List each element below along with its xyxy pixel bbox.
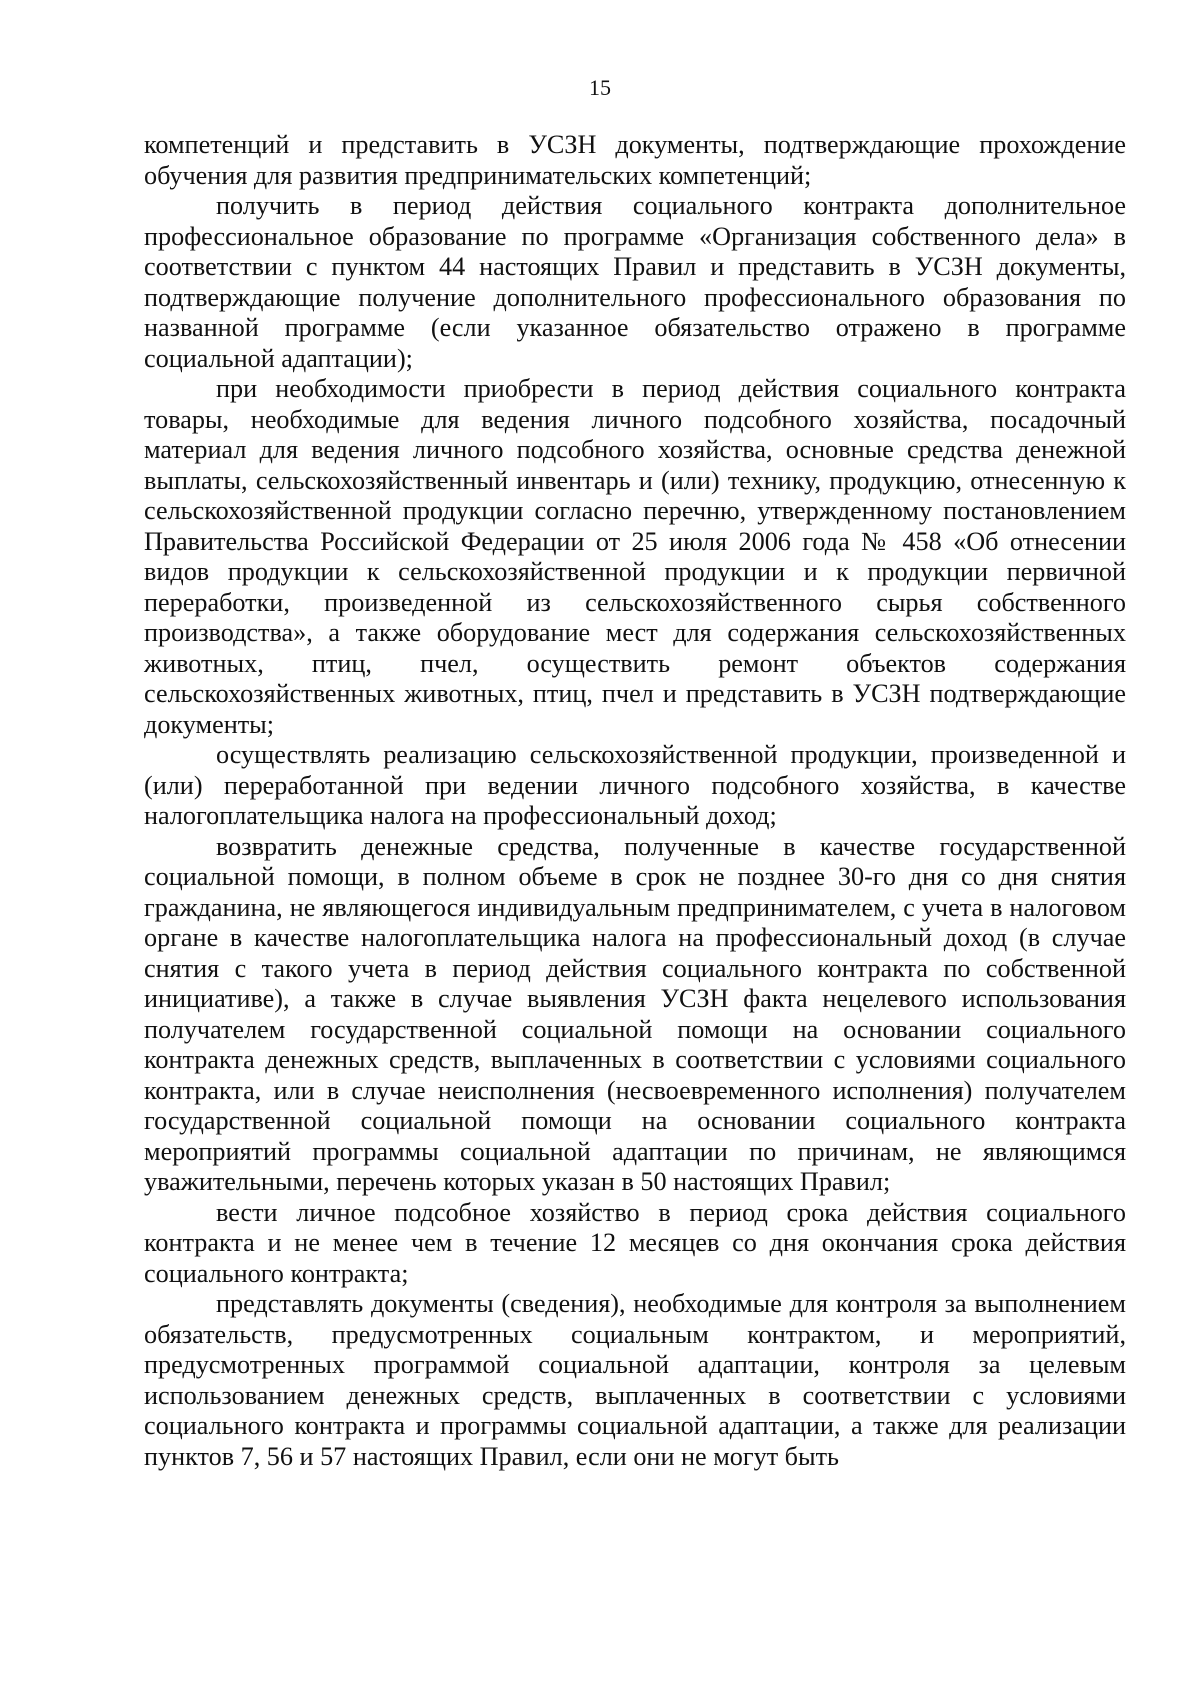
- paragraph-education-obligation: получить в период действия социального контракта дополнительное профессиональное образование по программе «Организация собственного дела» в соответствии с пунктом 44 настоящих Правил и представить в УСЗН документы, подтверждающие получение дополнительного профессионального образования по названной программе (если указанное обязательство отражено в программе социальной адаптации);: [144, 191, 1126, 373]
- paragraph-sales-obligation: осуществлять реализацию сельскохозяйственной продукции, произведенной и (или) переработанной при ведении личного подсобного хозяйства, в качестве налогоплательщика налога на профессиональный доход;: [144, 740, 1126, 830]
- paragraph-refund-obligation: возвратить денежные средства, полученные в качестве государственной социальной помощи, в полном объеме в срок не позднее 30-го дня со дня снятия гражданина, не являющегося индивидуальным предпринимателем, с учета в налоговом органе в качестве налогоплательщика налога на профессиональный доход (в случае снятия с такого учета в период действия социального контракта по собственной инициативе), а также в случае выявления УСЗН факта нецелевого использования получателем государственной социальной помощи на основании социального контракта денежных средств, выплаченных в соответствии с условиями социального контракта, или в случае неисполнения (несвоевременного исполнения) получателем государственной социальной помощи на основании социального контракта мероприятий программы социальной адаптации по причинам, не являющимся уважительными, перечень которых указан в 50 настоящих Правил;: [144, 831, 1126, 1196]
- document-body: [144, 130, 1126, 1472]
- paragraph-purchase-obligation: при необходимости приобрести в период действия социального контракта товары, необходимые для ведения личного подсобного хозяйства, посадочный материал для ведения личного подсобного хозяйства, основные средства денежной выплаты, сельскохозяйственный инвентарь и (или) технику, продукцию, отнесенную к сельскохозяйственной продукции согласно перечню, утвержденному постановлением Правительства Российской Федерации от 25 июля 2006 года № 458 «Об отнесении видов продукции к сельскохозяйственной продукции и к продукции первичной переработки, произведенной из сельскохозяйственного сырья собственного производства», а также оборудование мест для содержания сельскохозяйственных животных, птиц, пчел, осуществить ремонт объектов содержания сельскохозяйственных животных, птиц, пчел и представить в УСЗН подтверждающие документы;: [144, 374, 1126, 739]
- page-number: 15: [589, 75, 611, 100]
- paragraph-continuation: компетенций и представить в УСЗН документы, подтверждающие прохождение обучения для развития предпринимательских компетенций;: [144, 130, 1126, 190]
- paragraph-farming-obligation: вести личное подсобное хозяйство в период срока действия социального контракта и не менее чем в течение 12 месяцев со дня окончания срока действия социального контракта;: [144, 1197, 1126, 1288]
- paragraph-documents-obligation: представлять документы (сведения), необходимые для контроля за выполнением обязательств, предусмотренных социальным контрактом, и мероприятий, предусмотренных программой социальной адаптации, контроля за целевым использованием денежных средств, выплаченных в соответствии с условиями социального контракта и программы социальной адаптации, а также для реализации пунктов 7, 56 и 57 настоящих Правил, если они не могут быть: [144, 1289, 1126, 1471]
